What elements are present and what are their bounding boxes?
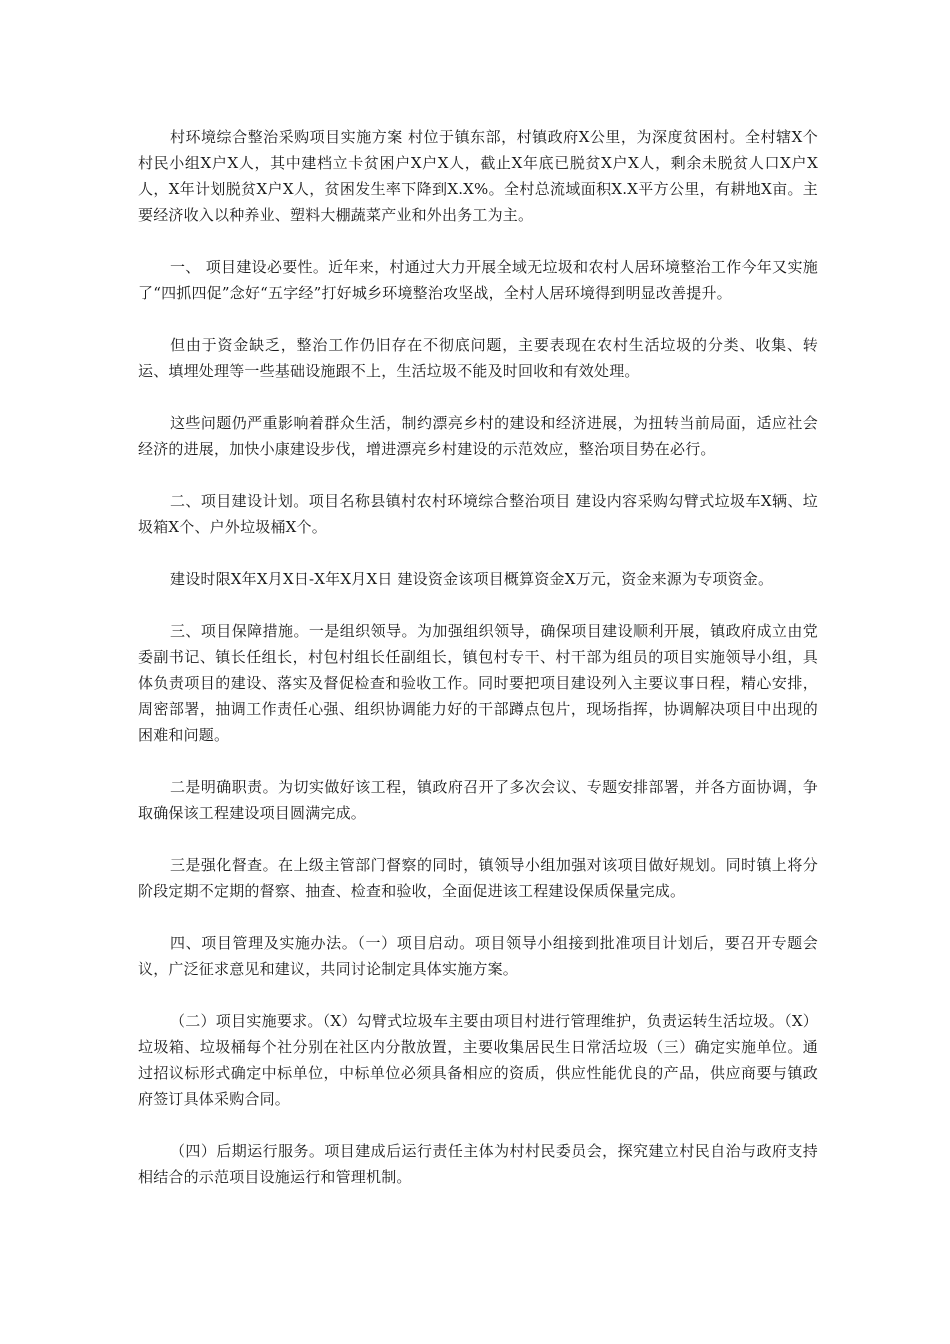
paragraph-plan: 二、项目建设计划。项目名称县镇村农村环境综合整治项目 建设内容采购勾臂式垃圾车X辆、垃圾箱X个、户外垃圾桶X个。 (138, 492, 818, 536)
paragraph-problems: 但由于资金缺乏，整治工作仍旧存在不彻底问题，主要表现在农村生活垃圾的分类、收集、转运、填埋处理等一些基础设施跟不上，生活垃圾不能及时回收和有效处理。 (138, 336, 818, 380)
document-page (138, 124, 818, 1216)
paragraph-timeline-funding: 建设时限X年X月X日-X年X月X日 建设资金该项目概算资金X万元，资金来源为专项资金。 (170, 570, 774, 588)
paragraph-implementation: （二）项目实施要求。（X）勾臂式垃圾车主要由项目村进行管理维护，负责运转生活垃圾。（X）垃圾箱、垃圾桶每个社分别在社区内分散放置，主要收集居民生日常活垃圾（三）确定实施单位。通过招议标形式确定中标单位，中标单位必须具备相应的资质，供应性能优良的产品，供应商要与镇政府签订具体采购合同。 (138, 1012, 818, 1108)
paragraph-necessity: 一、 项目建设必要性。近年来，村通过大力开展全域无垃圾和农村人居环境整治工作今年又实施了“四抓四促”念好“五字经”打好城乡环境整治攻坚战，全村人居环境得到明显改善提升。 (138, 258, 818, 302)
paragraph-supervision: 三是强化督查。在上级主管部门督察的同时，镇领导小组加强对该项目做好规划。同时镇上将分阶段定期不定期的督察、抽查、检查和验收，全面促进该工程建设保质保量完成。 (138, 856, 818, 900)
paragraph-management: 四、项目管理及实施办法。（一）项目启动。项目领导小组接到批准项目计划后，要召开专题会议，广泛征求意见和建议，共同讨论制定具体实施方案。 (138, 934, 818, 978)
paragraph-operations: （四）后期运行服务。项目建成后运行责任主体为村村民委员会，探究建立村民自治与政府支持相结合的示范项目设施运行和管理机制。 (138, 1142, 818, 1186)
paragraph-safeguards: 三、项目保障措施。一是组织领导。为加强组织领导，确保项目建设顺利开展，镇政府成立由党委副书记、镇长任组长，村包村组长任副组长，镇包村专干、村干部为组员的项目实施领导小组，具体负责项目的建设、落实及督促检查和验收工作。同时要把项目建设列入主要议事日程，精心安排，周密部署，抽调工作责任心强、组织协调能力好的干部蹲点包片，现场指挥，协调解决项目中出现的困难和问题。 (138, 622, 818, 744)
paragraph-impact: 这些问题仍严重影响着群众生活，制约漂亮乡村的建设和经济进展，为扭转当前局面，适应社会经济的进展，加快小康建设步伐，增进漂亮乡村建设的示范效应，整治项目势在必行。 (138, 414, 818, 458)
paragraph-intro: 村环境综合整治采购项目实施方案 村位于镇东部，村镇政府X公里，为深度贫困村。全村辖X个村民小组X户X人，其中建档立卡贫困户X户X人，截止X年底已脱贫X户X人，剩余未脱贫人口X户X人，X年计划脱贫X户X人，贫困发生率下降到X.X%。全村总流域面积X.X平方公里，有耕地X亩。主要经济收入以种养业、塑料大棚蔬菜产业和外出务工为主。 (138, 128, 818, 224)
paragraph-responsibilities: 二是明确职责。为切实做好该工程，镇政府召开了多次会议、专题安排部署，并各方面协调，争取确保该工程建设项目圆满完成。 (138, 778, 818, 822)
